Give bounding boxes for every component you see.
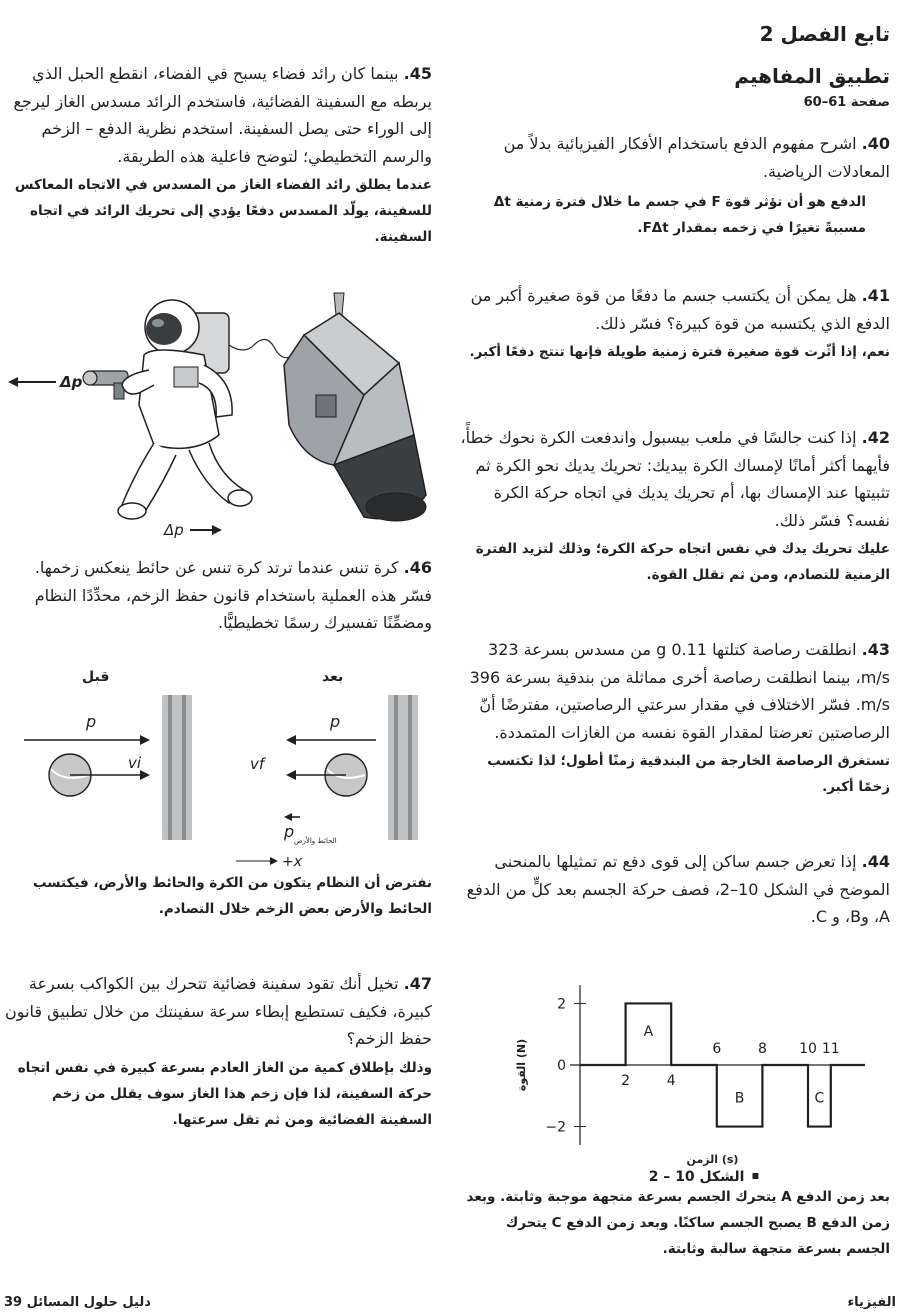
question-text: تخيل أنك تقود سفينة فضائية تتحرك بين الكواكب بسرعة كبيرة، فكيف تستطيع إبطاء سرعة سفينتك من خلال تطبيق قانون حفظ الزخم؟ bbox=[5, 974, 432, 1048]
x-tick-label: 4 bbox=[666, 1073, 676, 1089]
x-tick-label: 8 bbox=[757, 1041, 767, 1057]
answer-text: نفترض أن النظام يتكون من الكرة والحائط والأرض، فيكتسب الحائط والأرض بعض الزخم خلال التصادم. bbox=[32, 875, 432, 917]
impulse-region-label: C bbox=[814, 1090, 825, 1107]
tennis-ball-diagram bbox=[4, 665, 432, 875]
impulse-region-label: B bbox=[734, 1090, 745, 1107]
astronaut-icon bbox=[118, 300, 252, 519]
x-axis-arrow bbox=[236, 857, 278, 865]
x-tick-label: 6 bbox=[712, 1041, 722, 1057]
footer-left: دليل حلول المسائل 39 bbox=[4, 1295, 151, 1310]
question-text: انطلقت رصاصة كتلتها 0.11 g من مسدس بسرعة 323 m/s، بينما انطلقت رصاصة أخرى مماثلة من بندقية بسرعة 396 m/s. فسّر الاختلاف في مقدار سرعتي الرصاصتين، مفترضًا أنّ الرصاصتين تعرضتا لمقدار القوة نفسه من الغازات المتمددة. bbox=[469, 640, 890, 742]
question-number: 41. bbox=[861, 286, 890, 305]
question-text: هل يمكن أن يكتسب جسم ما دفعًا من قوة صغيرة أكبر من الدفع الذي يكتسبه من قوة كبيرة؟ فسّر ذلك. bbox=[470, 286, 890, 333]
after-label: بعد bbox=[322, 669, 344, 685]
section-title: تطبيق المفاهيم bbox=[734, 64, 890, 88]
question-44-answer bbox=[460, 1184, 890, 1262]
answer-text: نعم، إذا أثّرت قوة صغيرة فترة زمنية طويلة فإنها تنتج دفعًا أكبر. bbox=[469, 344, 890, 360]
momentum-after-arrow bbox=[286, 735, 376, 745]
y-tick-label: 2 bbox=[557, 996, 566, 1013]
question-41 bbox=[460, 282, 890, 365]
answer-text: الدفع هو أن تؤثر قوة F في جسم ما خلال فترة زمنية Δt مسببةً تغيرًا في زخمه بمقدار FΔt. bbox=[493, 194, 866, 236]
gun-momentum-label: Δp bbox=[60, 373, 83, 391]
wall-before bbox=[162, 695, 192, 840]
question-42 bbox=[460, 424, 890, 588]
question-46 bbox=[4, 554, 432, 637]
answer-text: عليك تحريك يدك في نفس اتجاه حركة الكرة؛ وذلك لتزيد الفترة الزمنية للتصادم، ومن ثم تقلل القوة. bbox=[475, 541, 890, 583]
answer-text: بعد زمن الدفع A يتحرك الجسم بسرعة متجهة موجبة وثابتة. وبعد زمن الدفع B يصبح الجسم ساكنًا. وبعد زمن الدفع C يتحرك الجسم بسرعة متجهة سالبة وثابتة. bbox=[466, 1189, 890, 1257]
section-pages: صفحة 61–60 bbox=[803, 95, 890, 110]
question-text: إذا كنت جالسًا في ملعب بيسبول واندفعت الكرة نحوك خطأً، فأيهما أكثر أمانًا لإمساك الكرة بيديك: تحريك يديك نحو الكرة ثم تثبيتها عند الإمساك بها، أم تحريك يديك في اتجاه حركة الكرة نفسه؟ فسّر ذلك. bbox=[460, 428, 890, 530]
question-45 bbox=[4, 60, 432, 250]
force-time-chart bbox=[500, 975, 880, 1185]
astronaut-momentum-label: Δp bbox=[164, 521, 184, 539]
x-axis-label: +x bbox=[282, 854, 303, 870]
wall-momentum-label: p bbox=[284, 822, 295, 841]
question-47 bbox=[4, 970, 432, 1133]
chapter-title: تابع الفصل 2 bbox=[759, 22, 890, 46]
momentum-after-label: p bbox=[330, 712, 341, 731]
momentum-before-arrow bbox=[24, 735, 150, 745]
tether-icon bbox=[229, 339, 294, 357]
question-number: 45. bbox=[403, 64, 432, 83]
chart-title: الشكل 10 – 2 bbox=[648, 1169, 745, 1185]
momentum-before-label: p bbox=[86, 712, 97, 731]
question-number: 40. bbox=[861, 134, 890, 153]
answer-text: عندما يطلق رائد الفضاء الغاز من المسدس في الاتجاه المعاكس للسفينة، يولّد المسدس دفعًا يؤدي إلى تحريك الرائد في اتجاه السفينة. bbox=[14, 177, 432, 245]
y-axis-label: القوة (N) bbox=[515, 1038, 528, 1092]
question-44 bbox=[460, 848, 890, 931]
x-tick-label: 11 bbox=[821, 1041, 840, 1057]
y-tick-label: 0 bbox=[557, 1058, 566, 1074]
question-text: كرة تنس عندما ترتد كرة تنس عن حائط ينعكس زخمها. فسّر هذه العملية باستخدام قانون حفظ الزخم، محدِّدًا النظام ومضمِّنًا تفسيرك رسمًا تخطيطيًّا. bbox=[34, 558, 432, 632]
question-text: إذا تعرض جسم ساكن إلى قوى دفع تم تمثيلها بالمنحنى الموضح في الشكل 10–2، فصف حركة الجسم بعد كلٍّ من الدفع A، وB، و C. bbox=[466, 852, 890, 926]
figure-bullet-icon bbox=[753, 1173, 759, 1179]
question-number: 47. bbox=[403, 974, 432, 993]
gun-momentum-arrow bbox=[8, 377, 56, 387]
question-40 bbox=[460, 130, 890, 241]
astronaut-momentum-arrow bbox=[190, 525, 222, 535]
question-46-answer bbox=[4, 870, 432, 922]
question-text: بينما كان رائد فضاء يسبح في الفضاء، انقطع الحبل الذي يربطه مع السفينة الفضائية، فاستخدم الرائد مسدس الغاز ليرجع إلى الوراء حتى يصل السفينة. استخدم نظرية الدفع – الزخم والرسم التخطيطي؛ لتوضح فاعلية هذه الطريقة. bbox=[13, 64, 432, 166]
footer-right: الفيزياء bbox=[847, 1295, 896, 1310]
x-tick-label: 2 bbox=[621, 1073, 631, 1089]
answer-text: تستغرق الرصاصة الخارجة من البندقية زمنًا أطول؛ لذا تكتسب زخمًا أكبر. bbox=[487, 753, 890, 795]
y-tick-label: −2 bbox=[545, 1119, 566, 1136]
question-number: 43. bbox=[861, 640, 890, 659]
question-number: 42. bbox=[861, 428, 890, 447]
before-label: قبل bbox=[82, 669, 110, 685]
x-axis-label: الزمن (s) bbox=[686, 1153, 739, 1166]
wall-momentum-arrow bbox=[284, 813, 300, 821]
astronaut-illustration bbox=[4, 285, 432, 545]
answer-text: وذلك بإطلاق كمية من الغاز العادم بسرعة كبيرة في نفس اتجاه حركة السفينة، لذا فإن زخم هذا الغاز سوف يقلل من زخم السفينة الفضائية ومن ثم تقل سرعتها. bbox=[17, 1059, 432, 1128]
velocity-before-label: vi bbox=[128, 754, 142, 772]
wall-momentum-subscript: الحائط والأرض bbox=[294, 837, 337, 845]
spacecraft-icon bbox=[284, 293, 426, 521]
question-text: اشرح مفهوم الدفع باستخدام الأفكار الفيزيائية بدلاً من المعادلات الرياضية. bbox=[503, 134, 890, 181]
question-number: 46. bbox=[403, 558, 432, 577]
velocity-after-label: vf bbox=[250, 755, 265, 773]
wall-after bbox=[388, 695, 418, 840]
impulse-region-label: A bbox=[643, 1024, 654, 1041]
question-number: 44. bbox=[861, 852, 890, 871]
x-tick-label: 10 bbox=[799, 1041, 817, 1057]
question-43 bbox=[460, 636, 890, 800]
